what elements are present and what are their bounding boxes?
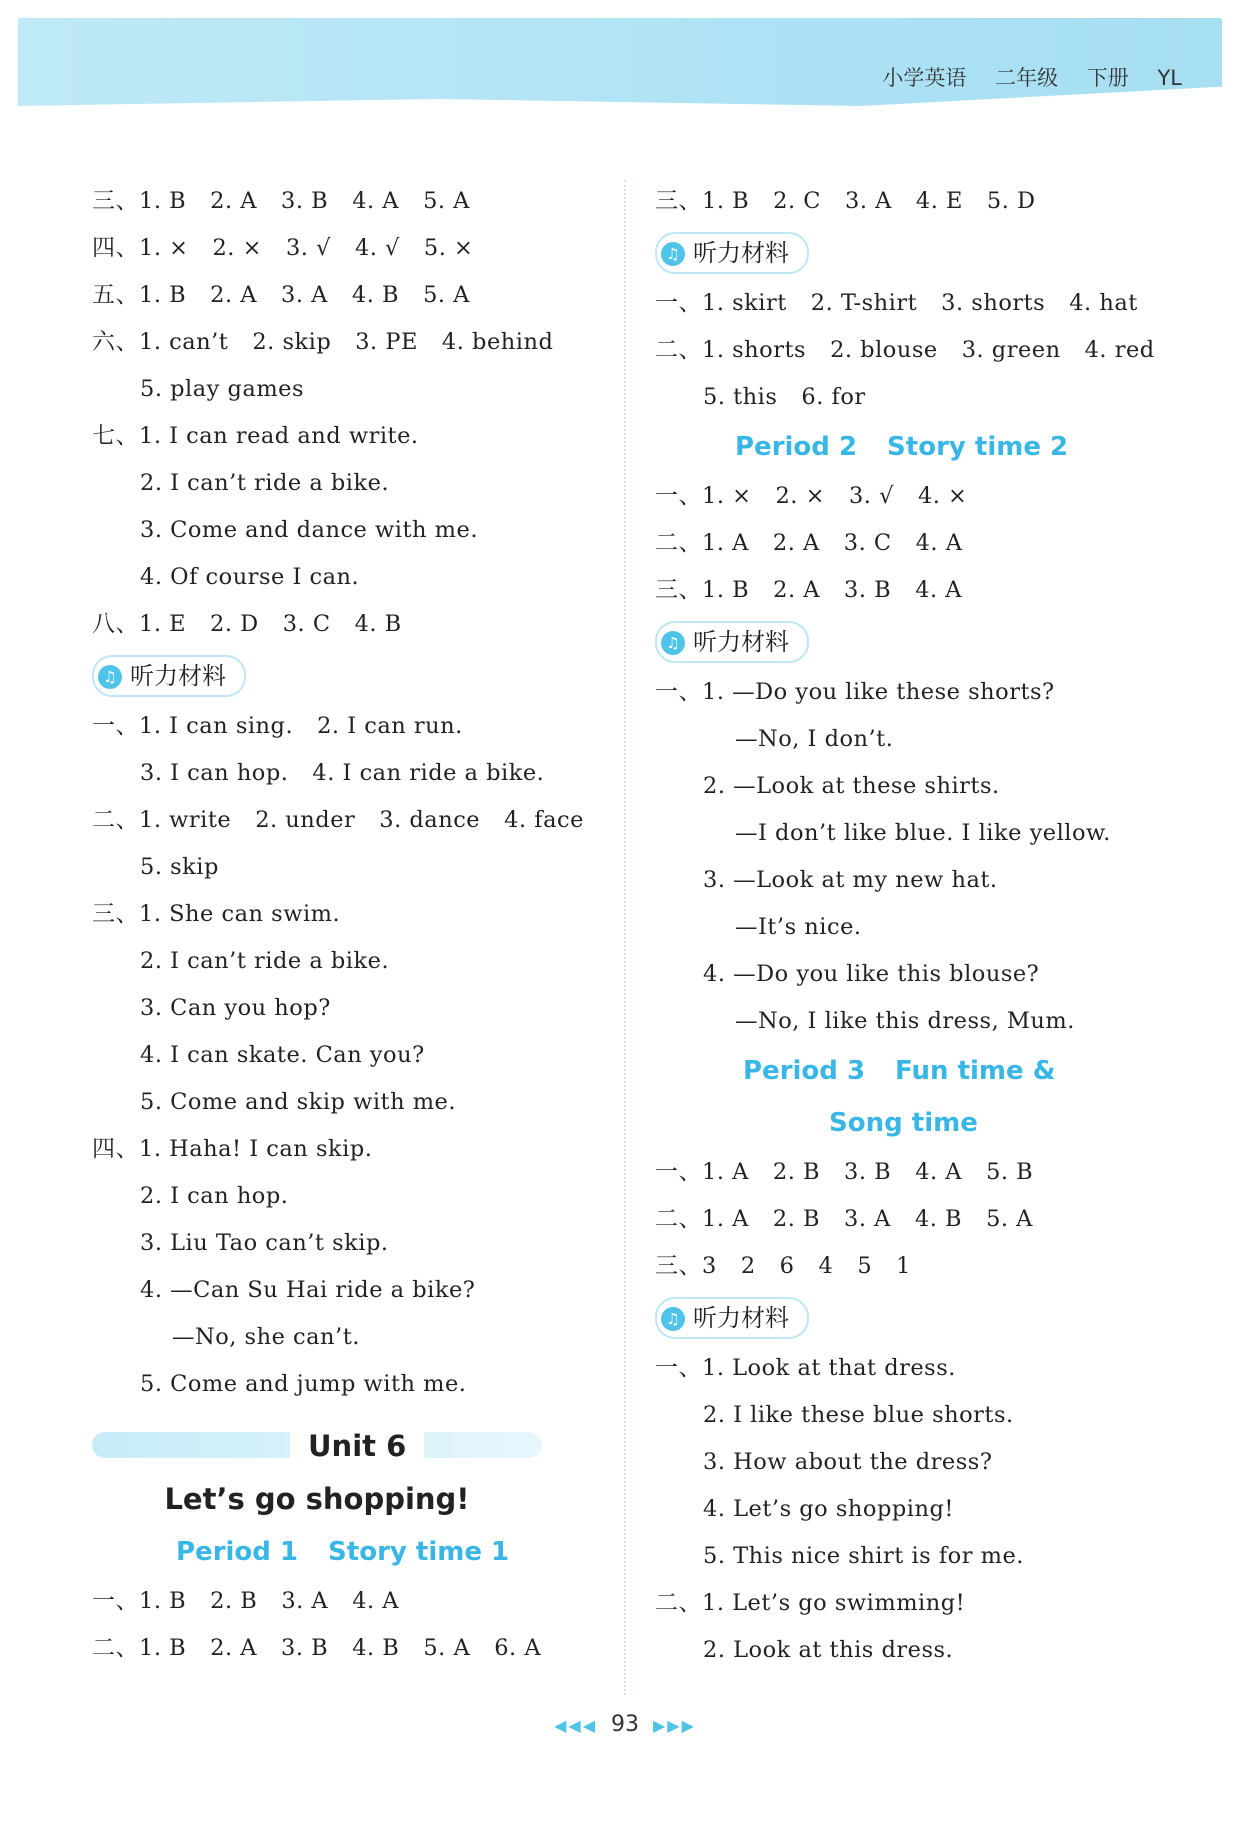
answer: 3. A [844,1206,891,1232]
answer: 4. hat [1069,290,1138,316]
answer: 5. this [703,384,778,410]
answer-line [655,178,1195,225]
headphones-icon: ♫ [661,1307,685,1331]
answer: 4. A [915,530,963,556]
period-heading [655,1045,1195,1097]
answer: 5. D [986,188,1036,214]
answer-line [655,1243,1195,1290]
section-label: 一、 [655,1355,702,1381]
answer: 4. B [352,1635,400,1661]
answer-line [655,1580,1195,1627]
listening-material-badge [655,232,809,274]
answer: 1. B [139,1588,187,1614]
answer: 4. E [915,188,963,214]
answer: 2. blouse [830,337,938,363]
section-label: 三、 [655,1253,702,1279]
section-label: 一、 [92,713,139,739]
answer: 3. dance [379,807,481,833]
page-header [860,62,1182,92]
answer: 1. B [702,577,750,603]
section-label: 四、 [92,235,139,261]
right-column [655,178,1195,1674]
period-title-continued: Song time [829,1108,978,1138]
answer: 1. E [139,611,187,637]
period-number: Period 1 [176,1537,299,1567]
section-label: 二、 [655,530,702,556]
answer: 3. B [281,1635,329,1661]
section-label: 三、 [92,901,139,927]
answer-line: 5. This nice shirt is for me. [703,1543,1024,1569]
answer-line [655,327,1195,374]
listening-material-badge [92,655,246,697]
section-label: 一、 [655,483,702,509]
answer: 1. × [139,235,189,261]
answer: 3 [702,1253,717,1279]
section-label: 三、 [655,188,702,214]
period-title: Story time 1 [328,1537,510,1567]
answer: 5. A [986,1206,1033,1232]
answer-line: 2. Look at this dress. [703,1637,954,1663]
period-title: Story time 2 [887,432,1069,462]
header-grade: 二年级 [995,66,1059,90]
section-label: 二、 [92,1635,139,1661]
answer: 5. A [423,188,470,214]
answer-line [92,319,612,366]
answer-line: 2. I can hop. [140,1183,289,1209]
answer: 1. I can sing. [139,713,294,739]
answer: 1. B [702,188,750,214]
answer: 3. A [281,1588,329,1614]
answer: 4. behind [441,329,554,355]
section-label: 七、 [92,423,139,449]
answer: 2. B [772,1159,821,1185]
next-arrows-icon: ▶▶▶ [653,1716,696,1735]
page-footer [0,1712,1250,1737]
answer: 3. shorts [941,290,1046,316]
answer: 3. B [844,577,892,603]
listening-label: 听力材料 [693,239,789,267]
period-number: Period 3 [743,1056,866,1086]
answer-line [92,601,612,648]
answer: 2. B [210,1588,258,1614]
answer: 2. under [255,807,356,833]
answer: 1 [896,1253,911,1279]
answer: 4. I can ride a bike. [312,760,545,786]
answer: 1. A [702,1159,749,1185]
answer: 1. She can swim. [139,901,341,927]
answer-line: 4. I can skate. Can you? [140,1042,425,1068]
answer-line [655,1149,1195,1196]
listening-material-badge [655,621,809,663]
answer: 1. I can read and write. [139,423,419,449]
prev-arrows-icon: ◀◀◀ [554,1716,597,1735]
answer: 4. √ [354,235,400,261]
headphones-icon: ♫ [661,242,685,266]
answer: 4. A [915,577,963,603]
listening-label: 听力材料 [693,628,789,656]
answer-line: 2. I can’t ride a bike. [140,948,390,974]
answer-line: —No, I like this dress, Mum. [735,1008,1075,1034]
answer: 1. Let’s go swimming! [702,1590,966,1616]
answer: 1. B [139,1635,187,1661]
answer: 4. B [354,611,402,637]
answer-line [92,178,612,225]
section-label: 一、 [655,679,702,705]
answer: 2. × [212,235,262,261]
section-label: 二、 [655,337,702,363]
answer-line: 2. I can’t ride a bike. [140,470,390,496]
answer: 3. I can hop. [140,760,289,786]
answer-line: —I don’t like blue. I like yellow. [735,820,1111,846]
answer: 1. A [702,530,749,556]
column-divider [624,180,626,1695]
headphones-icon: ♫ [98,665,122,689]
answer-line [92,1578,612,1625]
period-title: Fun time & [895,1056,1056,1086]
answer: 3. B [281,188,329,214]
answer: 4. red [1084,337,1155,363]
answer: 3. A [281,282,328,308]
headphones-icon: ♫ [661,631,685,655]
answer-line [655,520,1195,567]
answer-line: 5. play games [140,376,305,402]
answer-line [92,750,612,797]
answer-line [92,891,612,938]
answer: 1. —Do you like these shorts? [702,679,1055,705]
answer-line: 3. Can you hop? [140,995,331,1021]
period-number: Period 2 [735,432,858,462]
answer-line [92,1625,612,1672]
answer-line [655,567,1195,614]
answer: 3. √ [285,235,331,261]
answer-line [92,225,612,272]
answer: 5. × [423,235,474,261]
answer-line [92,1126,612,1173]
answer: 1. B [139,282,187,308]
answer: 3. green [961,337,1061,363]
answer: 1. × [702,483,752,509]
answer: 5 [857,1253,873,1279]
answer-line: 3. How about the dress? [703,1449,993,1475]
section-label: 三、 [92,188,139,214]
page-number: 93 [611,1712,639,1737]
listening-label: 听力材料 [693,1304,789,1332]
header-edition: YL [1157,66,1182,90]
answer: 1. write [139,807,232,833]
answer: 5. A [423,1635,471,1661]
answer-line: 3. Liu Tao can’t skip. [140,1230,389,1256]
unit-subtitle: Let’s go shopping! [164,1482,470,1516]
answer-line [655,1196,1195,1243]
answer: 4. B [914,1206,963,1232]
answer: 2. D [210,611,259,637]
section-label: 二、 [655,1590,702,1616]
answer-line: 3. Come and dance with me. [140,517,478,543]
answer-line [655,1345,1195,1392]
answer: 3. C [282,611,331,637]
answer: 2. C [773,188,821,214]
period-heading [655,421,1195,473]
answer-line: 5. skip [140,854,219,880]
answer-line [655,669,1195,716]
answer: 4. A [352,188,400,214]
answer-line: 4. —Can Su Hai ride a bike? [140,1277,476,1303]
section-label: 二、 [92,807,139,833]
answer-line: 3. —Look at my new hat. [703,867,998,893]
answer: 1. B [139,188,187,214]
answer: 2. T-shirt [810,290,918,316]
answer: 3. PE [355,329,418,355]
answer: 2. A [210,282,258,308]
answer: 2. B [772,1206,821,1232]
answer: 4. B [351,282,400,308]
answer: 2 [740,1253,756,1279]
answer-line: 4. Let’s go shopping! [703,1496,954,1522]
answer: 2. A [772,530,820,556]
listening-material-badge [655,1297,809,1339]
listening-label: 听力材料 [130,662,226,690]
answer-line [655,280,1195,327]
answer: 4. face [504,807,584,833]
answer-line [92,272,612,319]
answer: 2. × [775,483,825,509]
answer: 1. can’t [139,329,229,355]
section-label: 六、 [92,329,139,355]
answer: 2. skip [252,329,332,355]
answer: 2. A [210,1635,258,1661]
unit-heading [92,1420,612,1472]
section-label: 二、 [655,1206,702,1232]
answer-line: —It’s nice. [735,914,862,940]
section-label: 五、 [92,282,139,308]
answer-line: 5. Come and jump with me. [140,1371,467,1397]
answer: 6 [779,1253,795,1279]
answer: 5. B [986,1159,1034,1185]
answer: 6. for [801,384,866,410]
answer-line: 4. Of course I can. [140,564,360,590]
answer-line [92,413,612,460]
period-heading [92,1526,612,1578]
answer: 1. Haha! I can skip. [139,1136,373,1162]
answer-line: 2. I like these blue shorts. [703,1402,1014,1428]
answer: 3. √ [848,483,894,509]
answer-line: —No, I don’t. [735,726,894,752]
answer: 2. A [773,577,821,603]
answer-line [92,797,612,844]
answer: 2. A [210,188,258,214]
section-label: 一、 [655,1159,702,1185]
section-label: 一、 [92,1588,139,1614]
answer: 4. A [915,1159,963,1185]
answer: 6. A [494,1635,542,1661]
unit-title: Unit 6 [290,1420,424,1472]
answer: 2. I can run. [317,713,463,739]
answer: 5. A [423,282,470,308]
answer: 3. A [845,188,892,214]
answer-line [655,473,1195,520]
header-subject: 小学英语 [882,66,967,90]
section-label: 一、 [655,290,702,316]
answer: 4. A [352,1588,400,1614]
header-volume: 下册 [1086,66,1129,90]
answer: 1. skirt [702,290,787,316]
left-column [92,178,612,1672]
answer-line: 4. —Do you like this blouse? [703,961,1040,987]
answer: 4. × [917,483,968,509]
answer: 1. Look at that dress. [702,1355,956,1381]
answer-line: —No, she can’t. [172,1324,360,1350]
answer-line: 5. Come and skip with me. [140,1089,457,1115]
answer-line [655,374,1195,421]
answer: 3. B [844,1159,892,1185]
section-label: 四、 [92,1136,139,1162]
answer-line [92,703,612,750]
answer-line: 2. —Look at these shirts. [703,773,1000,799]
answer: 1. A [702,1206,749,1232]
section-label: 三、 [655,577,702,603]
answer: 4 [818,1253,834,1279]
answer: 1. shorts [702,337,807,363]
section-label: 八、 [92,611,139,637]
answer: 3. C [843,530,892,556]
